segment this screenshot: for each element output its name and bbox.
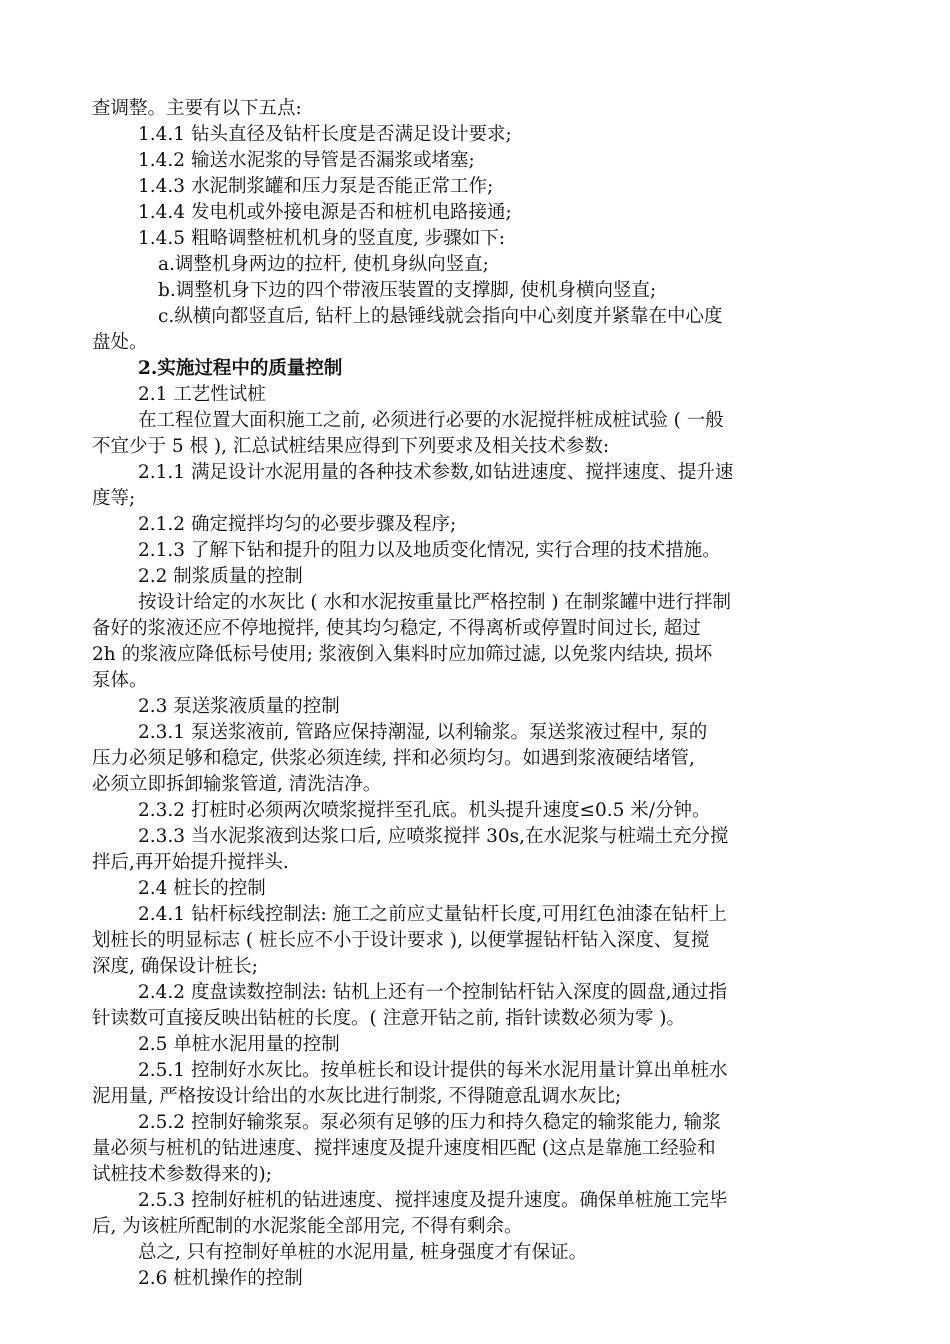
text-line: 不宜少于 5 根 ), 汇总试桩结果应得到下列要求及相关技术参数:	[92, 436, 610, 457]
text-line: 2.3.1 泵送浆液前, 管路应保持潮湿, 以利输浆。泵送浆液过程中, 泵的	[138, 722, 708, 743]
text-line: 划桩长的明显标志 ( 桩长应不小于设计要求 ), 以便掌握钻杆钻入深度、复搅	[92, 930, 710, 951]
text-line: 1.4.2 输送水泥浆的导管是否漏浆或堵塞;	[138, 150, 475, 171]
text-line: 试桩技术参数得来的);	[92, 1164, 272, 1185]
text-line: 按设计给定的水灰比 ( 水和水泥按重量比严格控制 ) 在制浆罐中进行拌制	[138, 592, 731, 613]
text-line: 拌后,再开始提升搅拌头.	[92, 852, 289, 873]
text-line: 2.1.1 满足设计水泥用量的各种技术参数,如钻进速度、搅拌速度、提升速	[138, 462, 734, 483]
text-line: 1.4.5 粗略调整桩机机身的竖直度, 步骤如下:	[138, 228, 505, 249]
text-line: 必须立即拆卸输浆管道, 清洗洁净。	[92, 774, 382, 795]
section-heading: 2.实施过程中的质量控制	[138, 358, 343, 379]
text-line: 针读数可直接反映出钻桩的长度。( 注意开钻之前, 指针读数必须为零 )。	[92, 1008, 685, 1029]
text-line: 度等;	[92, 488, 136, 509]
text-line: 2.3 泵送浆液质量的控制	[138, 696, 340, 717]
text-line: 查调整。主要有以下五点:	[92, 98, 302, 119]
text-line: 泥用量, 严格按设计给出的水灰比进行制浆, 不得随意乱调水灰比;	[92, 1086, 622, 1107]
text-line: c.纵横向都竖直后, 钻杆上的悬锤线就会指向中心刻度并紧靠在中心度	[158, 306, 723, 327]
text-line: 2.5.2 控制好输浆泵。泵必须有足够的压力和持久稳定的输浆能力, 输浆	[138, 1112, 721, 1133]
text-line: 2.1.3 了解下钻和提升的阻力以及地质变化情况, 实行合理的技术措施。	[138, 540, 721, 561]
text-line: 1.4.1 钻头直径及钻杆长度是否满足设计要求;	[138, 124, 512, 145]
text-line: 量必须与桩机的钻进速度、搅拌速度及提升速度相匹配 (这点是靠施工经验和	[92, 1138, 716, 1159]
text-line: 盘处。	[92, 332, 148, 353]
text-line: 2.3.2 打桩时必须两次喷浆搅拌至孔底。机头提升速度≤0.5 米/分钟。	[138, 800, 711, 821]
text-line: 2.5.3 控制好桩机的钻进速度、搅拌速度及提升速度。确保单桩施工完毕	[138, 1190, 728, 1211]
text-line: 2.1 工艺性试桩	[138, 384, 266, 405]
text-line: 2.2 制浆质量的控制	[138, 566, 303, 587]
text-line: 深度, 确保设计桩长;	[92, 956, 258, 977]
text-line: 1.4.4 发电机或外接电源是否和桩机电路接通;	[138, 202, 512, 223]
text-line: 2.1.2 确定搅拌均匀的必要步骤及程序;	[138, 514, 457, 535]
text-line: 2.4 桩长的控制	[138, 878, 266, 899]
text-line: 总之, 只有控制好单桩的水泥用量, 桩身强度才有保证。	[138, 1242, 588, 1263]
text-line: 2.3.3 当水泥浆液到达浆口后, 应喷浆搅拌 30s,在水泥浆与桩端土充分搅	[138, 826, 729, 847]
text-line: 备好的浆液还应不停地搅拌, 使其均匀稳定, 不得离析或停置时间过长, 超过	[92, 618, 701, 639]
text-line: 泵体。	[92, 670, 148, 691]
text-line: 2h 的浆液应降低标号使用; 浆液倒入集料时应加筛过滤, 以免浆内结块, 损坏	[92, 644, 713, 665]
document-page	[92, 96, 860, 1292]
text-line: 2.6 桩机操作的控制	[138, 1268, 303, 1289]
text-line: 2.5.1 控制好水灰比。按单桩长和设计提供的每米水泥用量计算出单桩水	[138, 1060, 728, 1081]
text-line: 后, 为该桩所配制的水泥浆能全部用完, 不得有剩余。	[92, 1216, 523, 1237]
text-line: 压力必须足够和稳定, 供浆必须连续, 拌和必须均匀。如遇到浆液硬结堵管,	[92, 748, 695, 769]
text-line: 2.5 单桩水泥用量的控制	[138, 1034, 340, 1055]
text-line: a.调整机身两边的拉杆, 使机身纵向竖直;	[158, 254, 489, 275]
text-line: 2.4.1 钻杆标线控制法: 施工之前应丈量钻杆长度,可用红色油漆在钻杆上	[138, 904, 727, 925]
text-line: 2.4.2 度盘读数控制法: 钻机上还有一个控制钻杆钻入深度的圆盘,通过指	[138, 982, 727, 1003]
text-line: 在工程位置大面积施工之前, 必须进行必要的水泥搅拌桩成桩试验 ( 一般	[138, 410, 724, 431]
text-line: 1.4.3 水泥制浆罐和压力泵是否能正常工作;	[138, 176, 494, 197]
text-line: b.调整机身下边的四个带液压装置的支撑脚, 使机身横向竖直;	[158, 280, 657, 301]
